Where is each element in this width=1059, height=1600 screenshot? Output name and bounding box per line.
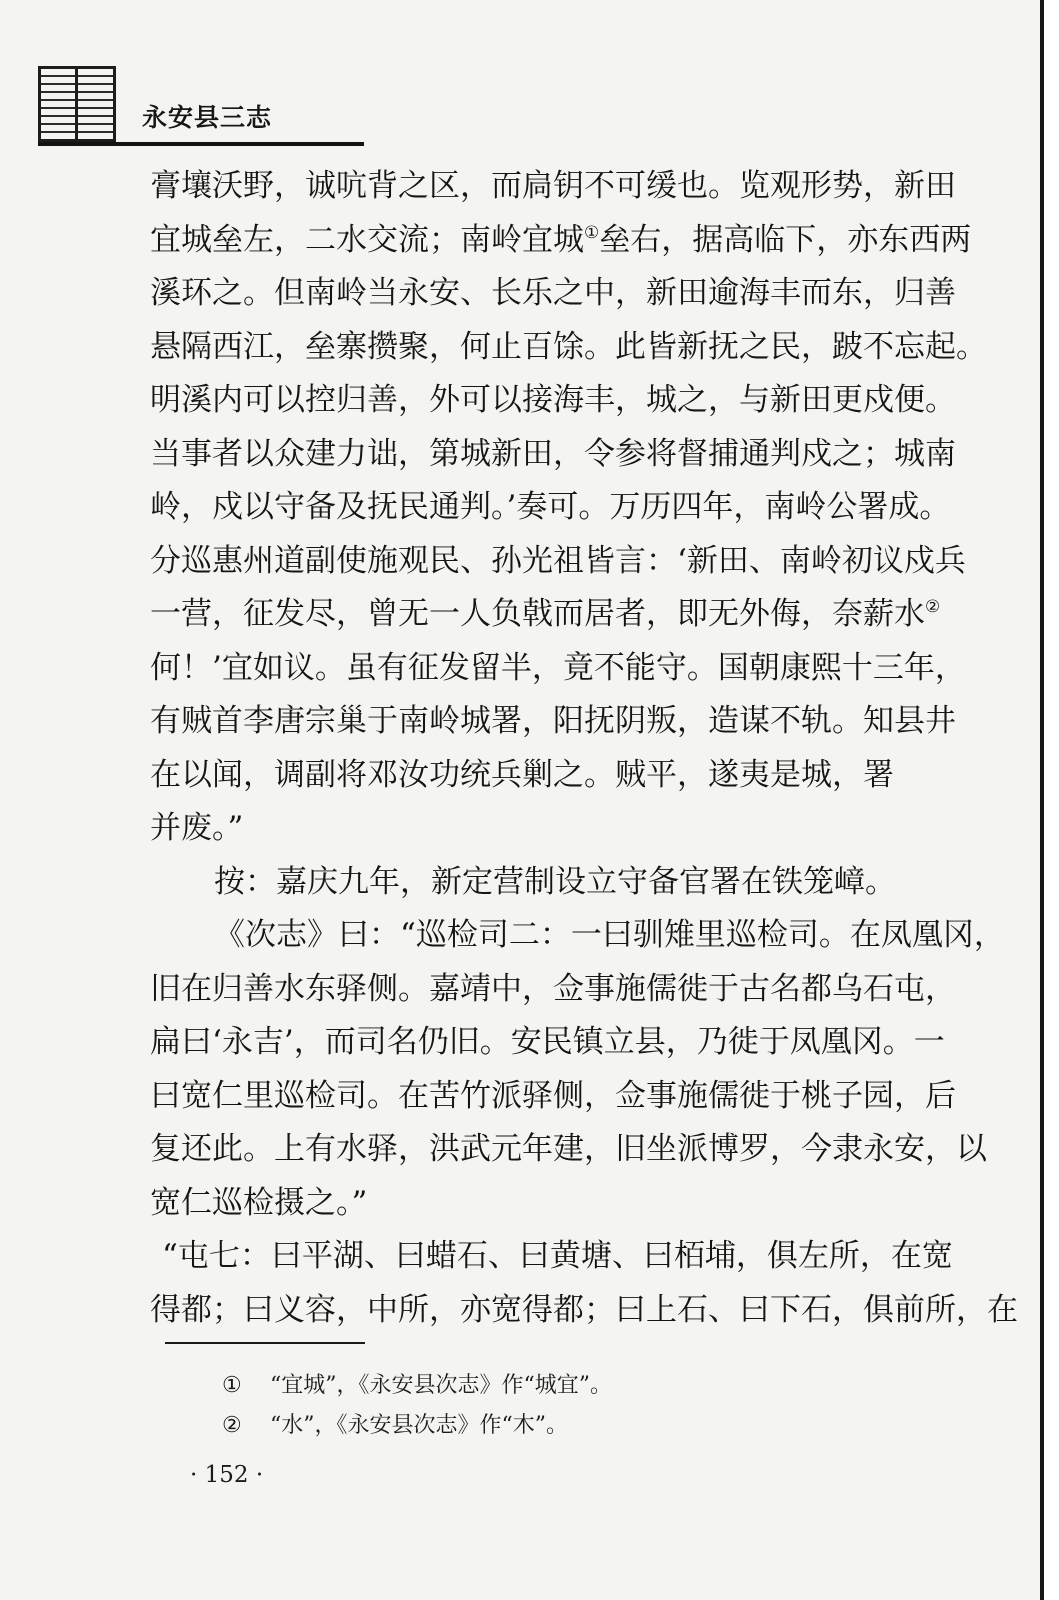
footnote-reference: ②: [925, 597, 941, 617]
footnote-marker: ①: [222, 1373, 242, 1398]
text-line: [150, 214, 970, 268]
text-line: [150, 695, 970, 749]
text-line: [150, 642, 970, 696]
footnote: [222, 1406, 922, 1446]
footnote-text: “宜城”，《永安县次志》作“城宜”。: [270, 1373, 612, 1398]
line-text: 岭，戍以守备及抚民通判。’奏可。万历四年，南岭公署成。: [150, 489, 951, 525]
line-text: 按：嘉庆九年，新定营制设立守备官署在铁笼嶂。: [214, 863, 896, 900]
page-number: · 152 ·: [190, 1462, 264, 1488]
line-text: 明溪内可以控归善，外可以接海丰，城之，与新田更戍便。: [150, 382, 956, 418]
line-text: 膏壤沃野，诚吭背之区，而扃钥不可缓也。览观形势，新田: [150, 168, 956, 204]
text-line: [150, 428, 970, 482]
line-text: 宽仁巡检摄之。”: [150, 1184, 368, 1221]
page-edge: [1040, 0, 1059, 1600]
footnote-text: “水”，《永安县次志》作“木”。: [270, 1413, 568, 1438]
running-title: 永安县三志: [142, 103, 273, 132]
seal-logo: [38, 66, 116, 142]
text-line: [150, 856, 970, 910]
line-text: “屯七：曰平湖、曰蜡石、曰黄塘、曰栢埔，俱左所，在宽: [162, 1238, 953, 1274]
line-text: 并废。”: [150, 810, 244, 846]
line-text: 何！’宜如议。虽有征发留半，竟不能守。国朝康熙十三年，: [150, 649, 966, 686]
text-line: [150, 267, 970, 321]
text-line: [150, 1230, 970, 1284]
text-line: [150, 1284, 1018, 1338]
text-line: [150, 1016, 970, 1070]
line-text: 《次志》曰：“巡检司二：一曰驯雉里巡检司。在凤凰冈，: [214, 917, 1005, 953]
line-text: 宜城垒左，二水交流；南岭宜城: [150, 221, 584, 258]
line-text: 得都；曰义容，中所，亦宽得都；曰上石、曰下石，俱前所，在: [150, 1291, 1018, 1328]
line-text: 复还此。上有水驿，洪武元年建，旧坐派博罗，今隶永安，以: [150, 1131, 987, 1167]
line-text: 当事者以众建力诎，第城新田，令参将督捕通判戍之；城南: [150, 435, 956, 472]
footnote-marker: ②: [222, 1413, 242, 1438]
text-line: [150, 160, 970, 214]
line-text: 曰宽仁里巡检司。在苦竹派驿侧，佥事施儒徙于桃子园，后: [150, 1077, 956, 1114]
text-line: [150, 1070, 970, 1124]
footnotes: [222, 1366, 922, 1446]
text-line: [150, 1123, 987, 1177]
line-text: 扁曰‘永吉’，而司名仍旧。安民镇立县，乃徙于凤凰冈。一: [150, 1024, 945, 1060]
text-line: [150, 909, 1005, 963]
text-line: [150, 963, 970, 1017]
text-line: [150, 588, 970, 642]
body-text: [150, 160, 1018, 1337]
text-line: [150, 749, 970, 803]
text-line: [150, 535, 970, 589]
line-text: 有贼首李唐宗巢于南岭城署，阳抚阴叛，造谋不轨。知县井: [150, 703, 956, 739]
header-rule: [38, 142, 364, 146]
text-line: [150, 374, 970, 428]
line-text: 分巡惠州道副使施观民、孙光祖皆言：‘新田、南岭初议戍兵: [150, 542, 966, 579]
text-line: [150, 321, 987, 375]
line-text: 旧在归善水东驿侧。嘉靖中，佥事施儒徙于古名都乌石屯，: [150, 970, 956, 1007]
line-text: 垒右，据高临下，亦东西两: [599, 221, 972, 258]
footnote: [222, 1366, 922, 1406]
line-text: 在以闻，调副将邓汝功统兵剿之。贼平，遂夷是城，署: [150, 756, 894, 793]
footnote-reference: ①: [584, 222, 600, 243]
footnote-rule: [165, 1342, 365, 1344]
page-header: [38, 60, 368, 158]
text-line: [150, 802, 970, 856]
text-line: [150, 1177, 970, 1231]
line-text: 溪环之。但南岭当永安、长乐之中，新田逾海丰而东，归善: [150, 275, 956, 311]
line-text: 悬隔西江，垒寨攒聚，何止百馀。此皆新抚之民，跛不忘起。: [150, 328, 987, 365]
text-line: [150, 481, 970, 535]
line-text: 一营，征发尽，曾无一人负戟而居者，即无外侮，奈薪水: [150, 596, 925, 632]
